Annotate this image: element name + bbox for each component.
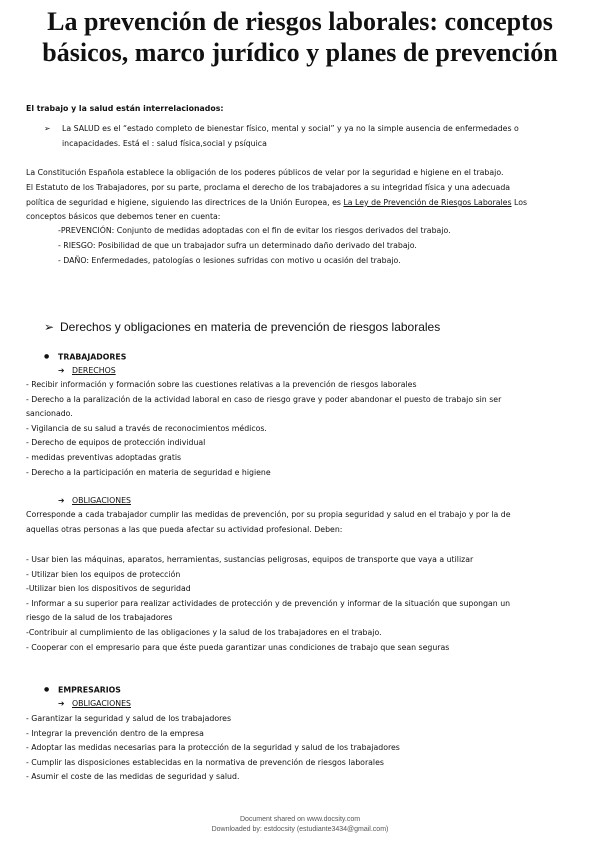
title-line-2: básicos, marco jurídico y planes de prevención xyxy=(42,38,558,67)
constitucion-line-3-end: Los xyxy=(511,198,528,207)
constitucion-line-2: El Estatuto de los Trabajadores, por su parte, proclama el derecho de los trabajadores a su integridad física y una adecuada xyxy=(26,183,511,192)
list-item: - Vigilancia de su salud a través de reconocimientos médicos. xyxy=(26,423,267,433)
bullet-icon: ● xyxy=(44,686,50,693)
arrow-right-icon: ➔ xyxy=(58,699,65,708)
footer xyxy=(0,815,600,834)
footer-downloaded-line: Downloaded by: estdocsity (estudiante3434@gmail.com) xyxy=(211,825,389,833)
arrow-bullet-icon: ➢ xyxy=(44,124,51,133)
trabajadores-obligaciones-label xyxy=(58,494,131,509)
trabajadores-label xyxy=(44,350,126,365)
list-item: - medidas preventivas adoptadas gratis xyxy=(26,452,182,462)
list-item: - Derecho a la participación en materia de seguridad e higiene xyxy=(26,467,271,477)
salud-line-2: incapacidades. Está el : salud física,social y psíquica xyxy=(62,139,267,148)
list-item: - Asumir el coste de las medidas de seguridad y salud. xyxy=(26,772,240,782)
trabajadores-label-text: TRABAJADORES xyxy=(58,352,127,362)
derechos-label-text: DERECHOS xyxy=(72,366,116,375)
empresarios-label-text: EMPRESARIOS xyxy=(58,685,121,695)
empresarios-obligaciones-label-text: OBLIGACIONES xyxy=(72,699,131,708)
concept-dano: - DAÑO: Enfermedades, patologías o lesiones sufridas con motivo u ocasión del trabajo. xyxy=(58,256,401,265)
list-item: sancionado. xyxy=(26,409,73,419)
list-item: - Recibir información y formación sobre las cuestiones relativas a la prevención de riesgos laborales xyxy=(26,380,417,389)
constitucion-line-3 xyxy=(26,196,527,211)
list-item: - Informar a su superior para realizar actividades de protección y de prevención y informar de la situación que supongan un xyxy=(26,598,511,608)
empresarios-label xyxy=(44,683,121,698)
list-item: - Derecho a la paralización de la actividad laboral en caso de riesgo grave y poder abandonar el puesto de trabajo sin ser xyxy=(26,394,502,404)
ley-prl-link[interactable]: La Ley de Prevención de Riesgos Laborales xyxy=(343,198,512,207)
section-heading xyxy=(44,320,440,335)
concept-riesgo: - RIESGO: Posibilidad de que un trabajador sufra un determinado daño derivado del trabajo. xyxy=(58,241,417,250)
trabajadores-obligaciones-list xyxy=(26,553,510,655)
section-heading-text: Derechos y obligaciones en materia de prevención de riesgos laborales xyxy=(60,320,441,334)
list-item: riesgo de la salud de los trabajadores xyxy=(26,613,173,623)
list-item: - Adoptar las medidas necesarias para la protección de la seguridad y salud de los trabajadores xyxy=(26,743,400,753)
constitucion-line-3-text: política de seguridad e higiene, siguiendo las directrices de la Unión Europea, es xyxy=(26,198,344,207)
empresarios-obligaciones-list xyxy=(26,712,400,785)
list-item: - Utilizar bien los equipos de protección xyxy=(26,569,181,579)
list-item: - Cumplir las disposiciones establecidas en la normativa de prevención de riesgos laborales xyxy=(26,757,384,767)
arrow-bullet-icon: ➢ xyxy=(44,320,55,334)
title-line-1: La prevención de riesgos laborales: conceptos xyxy=(47,7,553,36)
constitucion-line-1: La Constitución Española establece la obligación de los poderes públicos de velar por la seguridad e higiene en el trabajo. xyxy=(26,168,504,177)
obligaciones-intro xyxy=(26,508,511,537)
trabajadores-derechos-label xyxy=(58,364,116,379)
concept-prevencion: -PREVENCIÓN: Conjunto de medidas adoptadas con el fin de evitar los riesgos derivados del trabajo. xyxy=(58,226,451,235)
obligaciones-label-text: OBLIGACIONES xyxy=(72,496,131,505)
salud-definition xyxy=(44,122,519,137)
list-item: -Contribuir al cumplimiento de las obligaciones y la salud de los trabajadores en el trabajo. xyxy=(26,627,382,637)
derechos-list xyxy=(26,378,501,480)
salud-line-1: La SALUD es el “estado completo de bienestar físico, mental y social” y ya no la simple ausencia de enfermedades o xyxy=(62,124,519,133)
intro-heading: El trabajo y la salud están interrelacionados: xyxy=(26,104,224,113)
list-item: - Integrar la prevención dentro de la empresa xyxy=(26,728,204,738)
list-item: - Garantizar la seguridad y salud de los trabajadores xyxy=(26,714,232,723)
list-item: - Derecho de equipos de protección individual xyxy=(26,438,206,448)
paragraph-line: aquellas otras personas a las que pueda afectar su actividad profesional. Deben: xyxy=(26,524,343,534)
empresarios-obligaciones-label xyxy=(58,697,131,712)
arrow-right-icon: ➔ xyxy=(58,366,65,375)
list-item: - Usar bien las máquinas, aparatos, herramientas, sustancias peligrosas, equipos de transporte que vaya a utilizar xyxy=(26,555,474,564)
arrow-right-icon: ➔ xyxy=(58,496,65,505)
paragraph-line: Corresponde a cada trabajador cumplir las medidas de prevención, por su propia seguridad y salud en el trabajo y por la de xyxy=(26,510,511,519)
bullet-icon: ● xyxy=(44,353,50,360)
footer-shared-line: Document shared on www.docsity.com xyxy=(239,816,361,823)
constitucion-line-4: conceptos básicos que debemos tener en cuenta: xyxy=(26,212,221,221)
page-title xyxy=(10,6,590,68)
list-item: - Cooperar con el empresario para que éste pueda garantizar unas condiciones de trabajo que sean seguras xyxy=(26,642,450,652)
list-item: -Utilizar bien los dispositivos de seguridad xyxy=(26,584,191,594)
